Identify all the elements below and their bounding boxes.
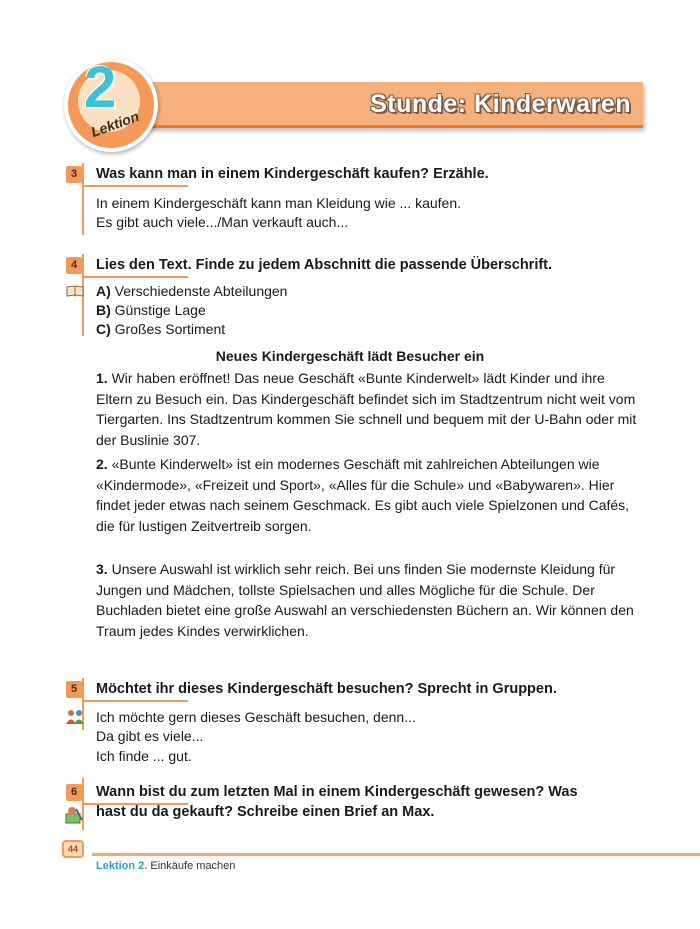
paragraph-1-text: Wir haben eröffnet! Das neue Geschäft «Bunte Kinderwelt» lädt Kinder und ihre Eltern zu Besuch ein. Das Kindergeschäft befindet sich im Stadtzentrum nicht weit vom Tiergarten. Ins Stadtzentrum kommen Sie schnell und bequem mit der U-Bahn oder mit der Buslinie 307. bbox=[96, 370, 637, 448]
option-a-text: Verschiedenste Abteilungen bbox=[114, 283, 288, 299]
task4-underline bbox=[82, 276, 188, 278]
task4-option-a bbox=[96, 283, 287, 299]
task3-line-2: Es gibt auch viele.../Man verkauft auch... bbox=[96, 214, 349, 230]
task5-line-2: Da gibt es viele... bbox=[96, 728, 204, 744]
option-a-letter: A) bbox=[96, 283, 111, 299]
task3-number: 3 bbox=[66, 166, 82, 183]
paragraph-2-num: 2. bbox=[96, 456, 108, 472]
paragraph-1-num: 1. bbox=[96, 370, 108, 386]
option-b-text: Günstige Lage bbox=[114, 302, 206, 318]
task3-margin-line bbox=[82, 163, 84, 235]
footer-line bbox=[92, 853, 700, 856]
task3-line-1: In einem Kindergeschäft kann man Kleidung wie ... kaufen. bbox=[96, 195, 461, 211]
task3-underline bbox=[82, 185, 188, 187]
option-b-letter: B) bbox=[96, 302, 111, 318]
book-icon bbox=[66, 284, 84, 302]
footer-lesson-label: Lektion 2. bbox=[96, 860, 148, 872]
footer-text bbox=[96, 860, 235, 872]
option-c-text: Großes Sortiment bbox=[114, 321, 226, 337]
paragraph-3 bbox=[96, 559, 643, 641]
task3-title: Was kann man in einem Kindergeschäft kaufen? Erzähle. bbox=[96, 166, 489, 182]
page-number: 44 bbox=[62, 840, 84, 858]
footer-lesson-topic: Einkäufe machen bbox=[150, 860, 236, 872]
task6-number: 6 bbox=[66, 784, 82, 801]
task5-underline bbox=[82, 700, 188, 702]
task4-option-c bbox=[96, 321, 225, 337]
page-title: Stunde: Kinderwaren bbox=[370, 90, 631, 118]
writing-icon bbox=[64, 806, 84, 829]
paragraph-1 bbox=[96, 368, 641, 450]
paragraph-3-num: 3. bbox=[96, 561, 108, 577]
lesson-word: Lektion bbox=[88, 107, 142, 141]
header-bar bbox=[86, 82, 643, 128]
task5-line-3: Ich finde ... gut. bbox=[96, 748, 192, 764]
task6-title-line-1: Wann bist du zum letzten Mal in einem Kindergeschäft gewesen? Was bbox=[96, 784, 578, 800]
text-title: Neues Kindergeschäft lädt Besucher ein bbox=[215, 348, 485, 364]
paragraph-2-text: «Bunte Kinderwelt» ist ein modernes Geschäft mit zahlreichen Abteilungen wie «Kindermode», «Freizeit und Sport», «Alles für die Schule» und «Babywaren». Hier findet jeder etwas nach seinem Geschmack. Es gibt auch viele Spielzonen und Cafés, die für lustigen Zeitvertreib sorgen. bbox=[96, 456, 630, 534]
task6-title-line-2: hast du da gekauft? Schreibe einen Brief an Max. bbox=[96, 804, 435, 820]
task5-number: 5 bbox=[66, 681, 82, 698]
lesson-badge bbox=[64, 55, 158, 152]
paragraph-3-text: Unsere Auswahl ist wirklich sehr reich. Bei uns finden Sie modernste Kleidung für Jungen und Mädchen, tollste Spielsachen und alles Mögliche für die Schule. Der Buchladen bietet eine große Auswahl an verschiedensten Büchern an. Wir können den Traum jedes Kindes verwirklichen. bbox=[96, 561, 634, 639]
option-c-letter: C) bbox=[96, 321, 111, 337]
task5-line-1: Ich möchte gern dieses Geschäft besuchen, denn... bbox=[96, 709, 416, 725]
lesson-number: 2 bbox=[84, 55, 117, 120]
paragraph-2 bbox=[96, 454, 631, 536]
task4-number: 4 bbox=[66, 257, 82, 274]
task4-option-b bbox=[96, 302, 206, 318]
task4-title: Lies den Text. Finde zu jedem Abschnitt die passende Überschrift. bbox=[96, 257, 553, 273]
group-talk-icon bbox=[65, 709, 85, 730]
task5-title: Möchtet ihr dieses Kindergeschäft besuchen? Sprecht in Gruppen. bbox=[96, 681, 557, 697]
